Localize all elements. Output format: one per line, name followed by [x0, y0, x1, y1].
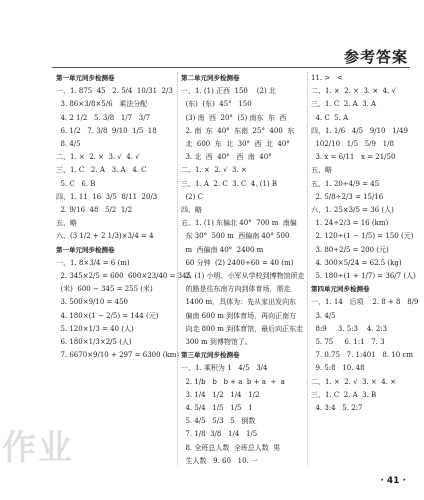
answer-line: 四、略 — [181, 206, 202, 215]
answer-line: 4. 180×(1 − 2/5) = 144 (元) — [56, 311, 159, 320]
answer-line: 3. 北 西 40° 西 南 40° — [181, 153, 272, 162]
answer-line: 1. 24÷2/3 = 16 (km) — [311, 219, 389, 228]
answer-line: 5. C 6. B — [56, 179, 96, 188]
section-heading: 第一单元同步检测卷 — [56, 245, 115, 254]
answer-line: 5. 75 6. 1:1 7. 3 — [311, 338, 385, 347]
section-heading: 第二单元同步检测卷 — [181, 74, 240, 82]
watermark: 作业 — [2, 428, 74, 468]
answer-line: 8. 全班总人数 全班总人数 男 — [181, 443, 281, 452]
answer-line: 2. 345×2/5 = 600 600×23/40 = 345 — [56, 272, 192, 281]
answer-line: 的路是往东南方向到体育场，需走 — [181, 285, 291, 294]
answer-line: 60 分钟 (2) 2400÷60 = 40 (m) — [181, 258, 294, 267]
answer-line: (米) 600 − 345 = 255 (米) — [56, 285, 153, 294]
answer-line: 2. (1) 小明、小军从学校到博物馆所走 — [181, 272, 305, 281]
answer-line: 102/10 1/5 5/9 1/8 — [311, 140, 394, 149]
answer-line: 6. 1/2 7. 3/8 9/10 1/5 18 — [56, 126, 157, 135]
answer-line: 一、1. 乘积为 1 4/5 3/4 — [181, 364, 268, 373]
answer-line: 4. 5/4 1/5 1/5 1 — [181, 404, 253, 413]
answer-line: m 西偏南 40° 2400 m — [181, 245, 264, 254]
answer-line: 五、1. (1) 东偏北 40° 700 m 南偏 — [181, 219, 297, 228]
answer-line: 8:9 3. 5:3 4. 2:3 — [311, 324, 388, 333]
answer-line: 三、1. C 2. A 3. A — [311, 100, 377, 109]
answer-line: 3. 4/5 — [311, 311, 336, 320]
section-heading: 第一单元同步检测卷 — [56, 74, 115, 82]
answer-line: 四、1. 11 16 3/5 8/11 20/3 — [56, 192, 158, 201]
title-rule — [52, 67, 410, 68]
answer-line: 300 m 到博物馆了。 — [181, 338, 252, 347]
answer-line: 7. 1/8 3/8 1/4 1/5 — [181, 430, 258, 439]
answer-line: 二、1. × 2. √ 3. × 4. × — [311, 377, 397, 386]
answer-line: 六、(3 1/2 + 2 1/3)×3/4 = 4 — [56, 232, 154, 241]
answer-line: 4. 300×5/24 = 62.5 (kg) — [311, 258, 402, 267]
answer-line: 四、1. 1/6 4/5 9/10 1/49 — [311, 126, 408, 135]
answer-line: 2. 5/8÷2/3 = 15/16 — [311, 192, 384, 201]
section-heading: 第三单元同步检测卷 — [181, 351, 240, 360]
answer-line: 二、1. × 2. × 3. √ 4. √ — [56, 153, 140, 162]
answer-line: 一、1. (1) 正西 150 (2) 北 — [181, 87, 276, 96]
answer-line: 1400 m，具体为：先从家出发向东 — [181, 298, 297, 307]
answer-line: 二、1. × 2. × 3. × 4. √ — [311, 87, 397, 96]
answer-line: 7. 6670×9/10 + 297 = 6300 (km) — [56, 351, 180, 360]
answer-line: 3. x = 6/11 x = 21/50 — [311, 153, 396, 162]
answer-line: 5. 120×1/3 = 40 (人) — [56, 324, 134, 333]
answer-line: 11. > < — [311, 74, 343, 82]
answer-line: 8. 4/5 — [56, 140, 81, 149]
answer-line: (3) 南 西 20° (5) 南东 东 西 — [181, 113, 287, 122]
column-divider — [307, 72, 308, 466]
answer-line: 3. 80÷2/5 = 200 (元) — [311, 245, 389, 254]
answer-line: 3. 1/4 1/2 1/4 1/2 — [181, 390, 260, 399]
answer-line: 6. 180×1/3×2/5 (人) — [56, 338, 132, 347]
answer-column-3 — [311, 72, 419, 415]
answer-column-2 — [181, 72, 305, 468]
answer-line: 4. 2 1/2 5. 3/8 1/7 3/7 — [56, 113, 151, 122]
answer-line: 三、1. C 2. A 3. B — [311, 390, 377, 399]
answer-line: 东 30° 500 m 西偏南 40° 500 — [181, 232, 290, 241]
column-divider — [177, 72, 178, 466]
answer-line: 3. 86×3/8×5/6 乘法分配 — [56, 100, 148, 109]
answer-line: 三、1. C 2. A 3. A 4. C — [56, 166, 147, 175]
answer-line: 二、1. × 2. √ 3. × — [181, 166, 247, 175]
answer-line: 三、1. A 2. C 3. C 4. (1) B — [181, 179, 278, 188]
answer-line: 3. 500×9/10 = 450 — [56, 298, 128, 307]
answer-line: 一、1. 875 45 2. 5/4 10/31 2/3 — [56, 87, 173, 96]
answer-line: 4. 3:4 5. 2:7 — [311, 404, 363, 413]
answer-line: 2. 南 东 40° 东南 25° 400 东 — [181, 126, 295, 135]
answer-line: 2. 9/16 48 5/2 1/2 — [56, 206, 133, 215]
answer-line: 北 600 东 北 30° 西 北 40° — [181, 140, 290, 149]
answer-line: 偏南 600 m 到体育场，再向正南方 — [181, 311, 297, 320]
page-number: · 41 · — [380, 476, 406, 486]
answer-line: 4. C 5. A — [311, 113, 349, 122]
answer-line: 生人数 9. 60 10. 一 — [181, 456, 258, 465]
answer-line: 六、1. 25×3/5 = 36 (人) — [311, 206, 394, 215]
answer-line: 向走 800 m 到体育馆，最后向正东走 — [181, 324, 304, 333]
answer-line: 2. 1/b b b + a b + a ÷ a — [181, 377, 285, 386]
answer-line: 2. 120÷(1 − 1/5) = 150 (元) — [311, 232, 414, 241]
answer-line: 5. 4/5 5/3 5 倒数 — [181, 417, 256, 426]
answer-line: (东) (东) 45° 150 — [181, 100, 252, 109]
answer-line: 7. 0.75 7. 1:401 8. 10 cm — [311, 351, 413, 360]
answer-line: 一、1. 14 后项 2. 8 + 8 8/9 — [311, 298, 419, 307]
answer-line: 五、1. 20÷4/9 = 45 — [311, 179, 380, 188]
answer-line: (2) C — [181, 192, 203, 201]
section-heading: 第四单元同步检测卷 — [311, 285, 370, 294]
answer-line: 五、略 — [311, 166, 332, 175]
answer-line: 9. 5:8 10. 48 — [311, 364, 365, 373]
answer-line: 五、略 — [56, 219, 77, 228]
answer-line: 一、1. 8×3/4 = 6 (m) — [56, 258, 130, 267]
answer-line: 5. 180÷(1 + 1/7) = 36/7 (人) — [311, 272, 416, 281]
page-title: 参考答案 — [343, 48, 408, 66]
